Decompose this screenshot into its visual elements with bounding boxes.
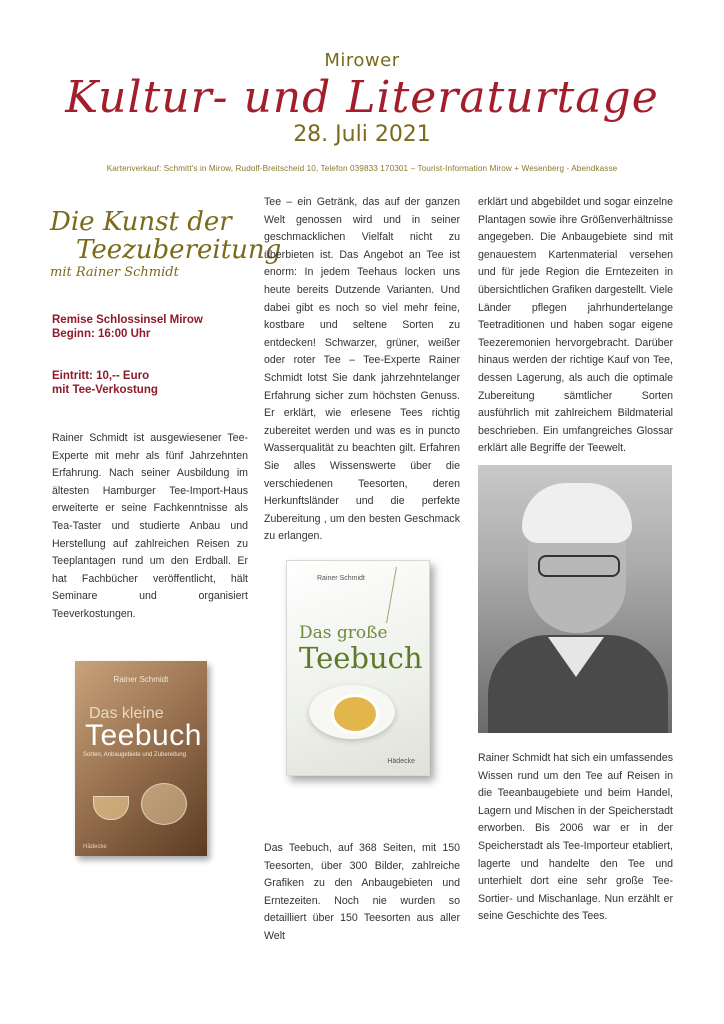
portrait-hair bbox=[522, 483, 632, 543]
book-big-author: Rainer Schmidt bbox=[317, 575, 365, 582]
header-prefix: Mirower bbox=[324, 50, 400, 71]
teapot-image bbox=[141, 783, 187, 825]
event-date: 28. Juli 2021 bbox=[293, 122, 431, 147]
event-title-line2: Teezubereitung bbox=[76, 235, 282, 265]
book-small-title: Teebuch bbox=[85, 719, 202, 752]
book-big-publisher: Hädecke bbox=[387, 758, 415, 765]
book-small-das: Das kleine bbox=[89, 705, 164, 722]
intro-paragraph: Tee – ein Getränk, das auf der ganzen Welt genossen wird und in seiner geschmacklichen Vielfalt nicht zu überbieten ist. Das Angebot an Tee ist enorm: In jedem Teehaus locken uns heute bereits Dutzende Varianten. Und dabei gibt es noch so viel mehr feine, kostbare und seltene Sorten zu entdecken! Schwarzer, grüner, weißer oder roter Tee – Tee-Experte Rainer Schmidt lotst Sie dank jahrzehntelanger Erfahrung sicher zum höchsten Genuss. Er erklärt, wie erlesene Tees richtig zubereitet werden und was es in puncto Wasserqualität zu beachten gilt. Erfahren Sie alles Wissenswerte über die verschiedenen Teesorten, deren Herkunftsländer und die perfekte Zubereitung , um den besten Geschmack zu erlangen. bbox=[264, 196, 460, 543]
page-title: Kultur- und Literaturtage bbox=[65, 72, 659, 123]
tea-leaves-image bbox=[386, 567, 431, 623]
book-big-das: Das große bbox=[299, 623, 388, 643]
bio-paragraph: Rainer Schmidt ist ausgewiesener Tee-Experte mit mehr als fünf Jahrzehnten Erfahrung. Nach seiner Ausbildung im ältesten Hamburger Tee-Import-Haus erweiterte er seine Fachkenntnisse als Tea-Taster und studierte Anbau und Herstellung auf zahlreichen Reisen zu Teeplantagen rund um den Erdball. Er hat Fachbücher veröffentlicht, hält Seminare und organisiert Teeverkostungen. bbox=[52, 432, 248, 620]
book-small-subtitle: Sorten, Anbaugebiete und Zubereitung bbox=[83, 752, 187, 758]
book-paragraph: Das Teebuch, auf 368 Seiten, mit 150 Teesorten, über 300 Bilder, zahlreiche Grafiken zu den Anbaugebieten und Erntezeiten. Noch nie wurden so detailliert über 150 Teesorten aus aller Welt bbox=[264, 842, 460, 942]
venue-name: Remise Schlossinsel Mirow bbox=[52, 314, 203, 326]
begin-time: Beginn: 16:00 Uhr bbox=[52, 328, 151, 340]
entry-price: Eintritt: 10,-- Euro bbox=[52, 370, 150, 382]
teacup-image bbox=[93, 796, 129, 820]
book-small-author: Rainer Schmidt bbox=[113, 675, 169, 684]
portrait-glasses bbox=[538, 555, 620, 577]
author-paragraph: Rainer Schmidt hat sich ein umfassendes Wissen rund um den Tee auf Reisen in die Teeanbaugebiete und beim Handel, Lagern und Mischen in der Speicherstadt erworben. Bis 2006 war er in der Speicherstadt als Tee-Importeur etabliert, lagerte und handelte den Tee und unterhielt dort eine sehr große Tee-Sortier- und Mischanlage. Nun erzählt er seine Geschichte des Tees. bbox=[478, 752, 673, 923]
book-small-publisher: Hädecke bbox=[83, 844, 107, 850]
event-title-line3: mit Rainer Schmidt bbox=[50, 265, 179, 280]
tea-cup-image bbox=[331, 694, 379, 734]
book-big-title: Teebuch bbox=[299, 641, 423, 675]
event-title bbox=[50, 207, 282, 282]
book-continued-paragraph: erklärt und abgebildet und sogar einzelne Plantagen sowie ihre Größenverhältnisse angegeben. Die Anbaugebiete sind mit genauestem Kartenmaterial versehen und für jede Region die Erntezeiten in übersichtlichen Grafiken dargestellt. Viele Länder pflegen jahrhundertelange Teetraditionen und haben sogar eigene Teezeremonien hervorgebracht. Darüber hinaus werden der richtige Kauf von Tee, dessen Lagerung, als auch die optimale Zubereitung sämtlicher Sorten ausführlich mit zahlreichem Bildmaterial beschrieben. Ein umfangreiches Glossar erklärt alle Begriffe der Teewelt. bbox=[478, 196, 673, 455]
entry-block bbox=[52, 369, 158, 397]
event-title-line1: Die Kunst der bbox=[50, 207, 232, 237]
entry-note: mit Tee-Verkostung bbox=[52, 384, 158, 396]
venue-block bbox=[52, 313, 203, 341]
book-cover-small bbox=[75, 661, 207, 856]
ticket-info: Kartenverkauf: Schmitt's in Mirow, Rudolf-Breitscheid 10, Telefon 039833 170301 – Tourist-Information Mirow + Wesenberg - Abendkasse bbox=[106, 164, 618, 173]
book-cover-big bbox=[286, 560, 430, 776]
author-portrait bbox=[478, 465, 672, 733]
